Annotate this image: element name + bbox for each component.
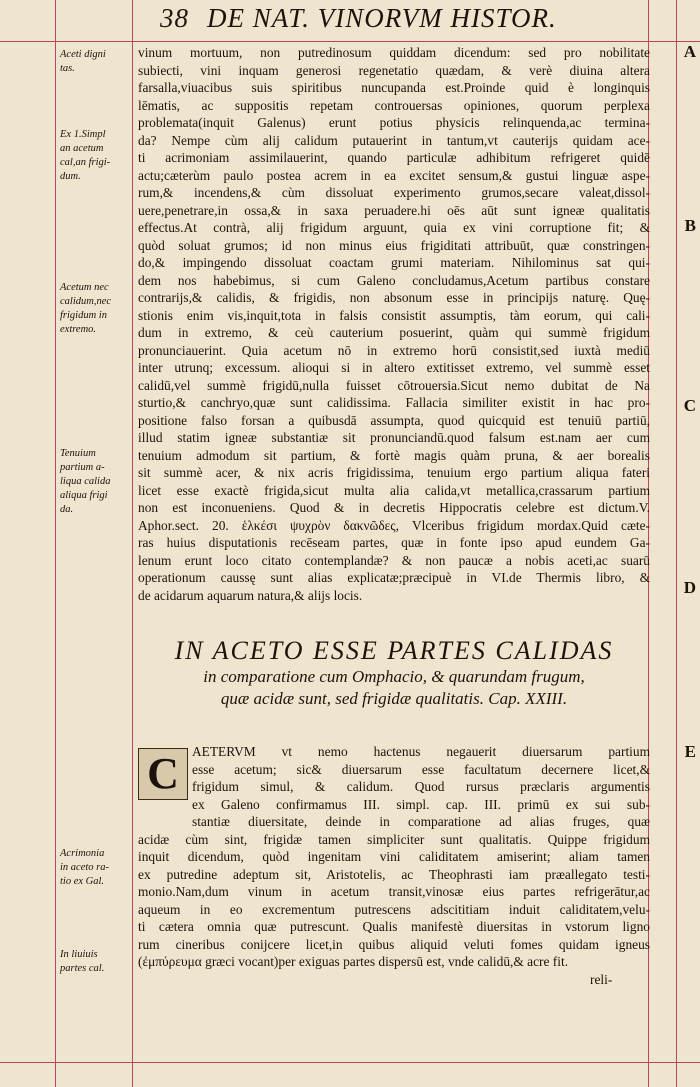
margin-note-line: extremo. — [60, 324, 97, 335]
text-line: subiecti, vini inquam generosi regenetatio quædam, & verè diuina altera — [138, 62, 650, 78]
text-line: ex Galeno confirmamus III. simpl. cap. III. primū ex sui sub- — [192, 796, 650, 812]
catchword: reli- — [590, 972, 613, 987]
text-line: inter utrunq; excessum. alioqui si in altero extitisset extremo, vel summè esset — [138, 360, 650, 375]
margin-note-line: frigidum in — [60, 310, 107, 321]
margin-note-line: Aceti digni — [60, 49, 106, 60]
margin-rule-left — [55, 0, 56, 1087]
margin-rule-inner — [132, 0, 133, 1087]
text-line: sturtio,& canchryo,quæ sunt calidissima. Fallacia similiter existit in hac pro- — [138, 395, 650, 410]
text-line: problemata(inquit Galenus) erunt potius physicis relinquenda,ac termina- — [138, 115, 650, 130]
text-line: uere,penetrare,in ossa,& in saxa peruadere.hi oēs aūt sunt igneæ qualitatis — [138, 202, 650, 218]
running-header — [160, 0, 630, 40]
margin-note — [60, 281, 128, 337]
text-line: aqueum in eo excrementum putrescens adscititiam induit caliditatem,velu- — [138, 901, 650, 917]
text-line: quòd soluat grumos; id non minus eius frigiditati attribuūt, quæ constringen- — [138, 237, 650, 253]
text-line: de acidarum aquarum natura,& alijs locis. — [138, 587, 363, 603]
text-line: da? Nempe cùm alij calidum putauerint in tantum,vt cauterijs quidam ace- — [138, 132, 650, 148]
text-line: actu;cæterùm paulo postea acrem in ea excitet sensum,& gustui linguæ aspe- — [138, 167, 650, 183]
margin-note-line: Acrimonia — [60, 848, 105, 859]
chapter-title: IN ACETO ESSE PARTES CALIDAS — [174, 636, 614, 665]
text-line: AETERVM vt nemo hactenus negauerit diuersarum partium — [192, 744, 650, 759]
text-line: licet esse exactè frigida,sicut multa alia calida,vt metallica,crassarum partium — [138, 482, 650, 498]
text-line: stantiæ diuersitate, deinde in comparatione ad alias fruges, quæ — [192, 814, 650, 829]
margin-note-line: in aceto ra- — [60, 862, 109, 873]
text-line: ex putredine adeptum sit, Aristotelis, ac Theophrasti iam præallegato testi- — [138, 866, 650, 882]
chapter-subtitle-line-1: in comparatione cum Omphacio, & quarundam frugum, — [203, 667, 585, 686]
margin-letter-d: D — [683, 578, 696, 597]
text-line: stionis enim vis,inquit,tota in falsis consistit assumptis, tàm eorum, qui cali- — [138, 307, 650, 323]
text-line: effectus.At contrà, alij frigidum arguunt, quia ex vini corruptione fit; & — [138, 220, 650, 235]
margin-note-line: dum. — [60, 171, 81, 182]
text-line: do,& impingendo dissoluat coactam grumi materiam. Nihilominus sat qui- — [138, 255, 650, 270]
text-line: dum in extremo, & ceù cauterium posuerint, quàm qui summè frigidum — [138, 325, 650, 340]
footer-rule — [0, 1062, 700, 1063]
margin-note-line: Ex 1.Simpl — [60, 129, 106, 140]
text-line: inquit dicendum, quòd ingenitam vini caliditatem amiserint; aliam tamen — [138, 849, 650, 864]
margin-note-line: Acetum nec — [60, 282, 109, 293]
margin-note-line: calidum,nec — [60, 296, 112, 307]
text-line: pronunciauerint. Quia acetum nō in extremo horū consistit,sed iuxtà mediū — [138, 342, 650, 358]
body-text-section-1 — [138, 44, 650, 604]
text-line: contrarijs,& calidis, & frigidis, non absonum esse in principijs naturę. Quę- — [138, 290, 650, 305]
text-line: lenum erunt loco citato contemplandæ? & non paucæ a nobis aceti,ac suarū — [138, 552, 650, 568]
text-line: tenuium admodum sit partium, & fortè magis quàm pruna, & aer borealis — [138, 447, 650, 463]
text-line: dem nos habebimus, si cum Galeno concludamus,Acetum partibus constare — [138, 272, 650, 288]
margin-note-line: partium a- — [60, 462, 105, 473]
text-line: rum cineribus conijcere licet,in quibus aliquid veluti fomes quidam igneus — [138, 936, 650, 952]
margin-letter-e: E — [684, 742, 696, 761]
text-line: monio.Nam,dum vinum in acetum transit,vinosæ eius partes refrigerātur,ac — [138, 884, 650, 899]
margin-note-line: liqua calida — [60, 476, 111, 487]
page-number: 38 — [160, 3, 189, 33]
margin-note-line: In liuiuis — [60, 949, 98, 960]
text-line: illud statim igneæ substantiæ sit pronunciandū.quod falsum est.nam aer cum — [138, 430, 650, 445]
text-line: operationum caussę sunt alias explicatæ;præcipuè in VI.de Thermis libro, & — [138, 570, 650, 585]
text-line: ti cætera omnia quæ putrescunt. Qualis manifestè diuersitas in vstorum ligno — [138, 919, 650, 934]
margin-note — [60, 948, 128, 976]
text-line: Aphor.sect. 20. ἑλκέσι ψυχρὸν δακνῶδες, Vlceribus frigidum mordax.Quid cæte- — [138, 517, 650, 533]
text-line: sit summè acer, & nix acris frigidissima, tenuium ergo partium aliqua fateri — [138, 465, 650, 480]
margin-note — [60, 48, 128, 76]
margin-letter-b: B — [684, 216, 696, 235]
text-line: vinum mortuum, non putredinosum quiddam dicendum: sed pro nobilitate — [138, 45, 650, 60]
margin-note-line: an acetum — [60, 143, 104, 154]
margin-rule-outer — [676, 0, 677, 1087]
margin-note — [60, 847, 128, 889]
running-title: DE NAT. VINORVM HISTOR. — [207, 3, 557, 33]
text-line: ti acrimoniam assimilauerint, quando particulæ adhibitum refrigeret quidē — [138, 150, 650, 165]
text-line: calidū,vel summè frigidū,nulla fuisset cōtrouersia.Sicut nemo dubitat de Na — [138, 377, 650, 393]
margin-note-line: tio ex Gal. — [60, 876, 105, 887]
margin-note-line: aliqua frigi — [60, 490, 108, 501]
chapter-heading — [138, 636, 650, 710]
margin-note-line: cal,an frigi- — [60, 157, 111, 168]
header-rule — [0, 41, 700, 42]
chapter-subtitle-line-2: quæ acidæ sunt, sed frigidæ qualitatis. Cap. XXIII. — [220, 689, 568, 708]
margin-note-line: Tenuium — [60, 448, 96, 459]
margin-note-line: da. — [60, 504, 74, 515]
margin-note-line: partes cal. — [60, 963, 105, 974]
text-line: esse acetum; sic& diuersarum esse facultatum decernere licet,& — [192, 761, 650, 777]
margin-note-line: tas. — [60, 63, 75, 74]
decorated-initial: C — [138, 748, 188, 800]
margin-note — [60, 128, 128, 184]
margin-note — [60, 447, 128, 517]
text-line: farsalla,viuacibus suis spiritibus nuncupanda est.Proinde quid è longinquis — [138, 80, 650, 95]
text-line: positione falso forsan a quibusdā assumpta, quod quicquid est tenuiū partiū, — [138, 412, 650, 428]
text-line: lēmatis, ac suppositis repetam controuersas opiniones, quorum perplexa — [138, 97, 650, 113]
text-line: ras huius disputationis recēseam partes, quæ in fonte ipso apud eundem Ga- — [138, 535, 650, 550]
text-line: frigidum simul, & calidum. Quod rursus præclaris argumentis — [192, 779, 650, 794]
text-line: (ἐμπύρευμα græci vocant)per exiguas partes dispersū est, vnde calidū,& acre fit. — [138, 954, 569, 969]
body-text-section-2 — [138, 743, 650, 971]
margin-letter-a: A — [683, 42, 696, 61]
margin-letter-c: C — [683, 396, 696, 415]
text-line: non est inconueniens. Quod & in decretis Hippocratis celebre est dictum.V. — [138, 500, 650, 515]
text-line: acidæ cùm sint, frigidæ tamen simpliciter sunt qualitatis. Quippe frigidum — [138, 831, 650, 847]
text-line: rum,& incendens,& cùm dissoluat experimento grumos,secare valeat,dissol- — [138, 185, 650, 200]
